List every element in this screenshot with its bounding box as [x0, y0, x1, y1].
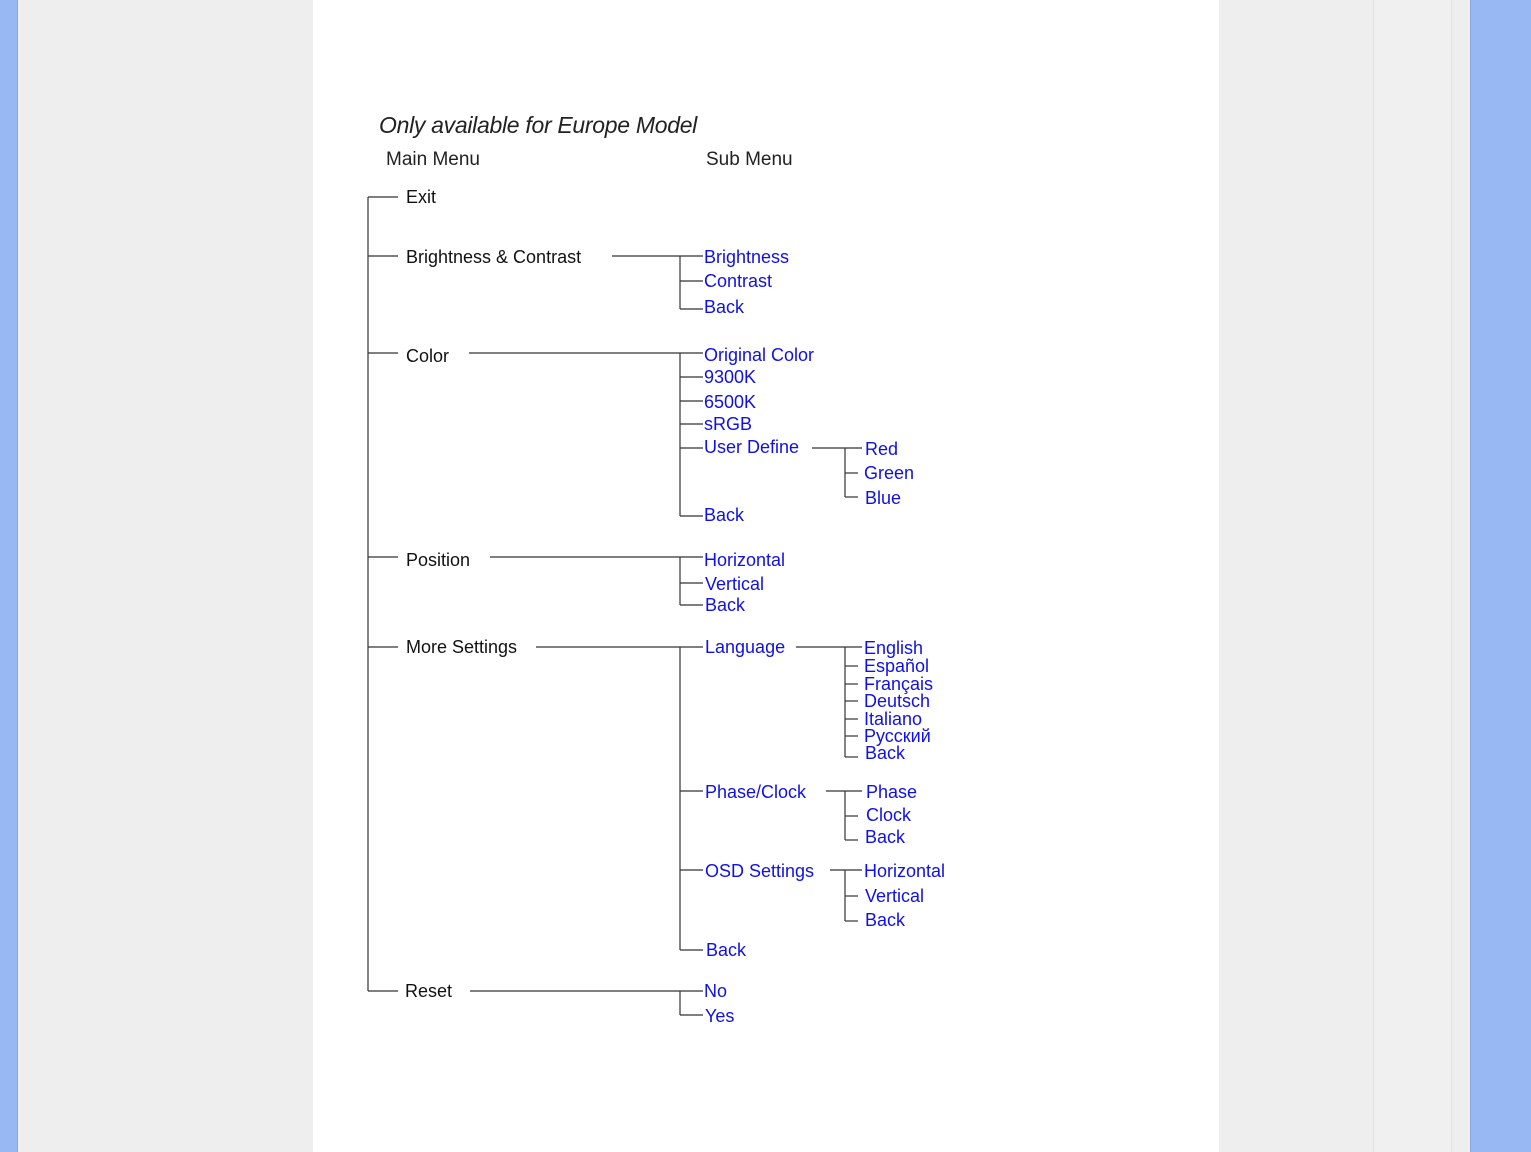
lang-item-english: English — [864, 638, 924, 658]
lang-item-italiano: Italiano — [864, 709, 923, 729]
main-item-reset: Reset — [405, 981, 453, 1001]
sub-item-vertical: Vertical — [705, 574, 765, 594]
sub-item-back: Back — [706, 940, 747, 960]
lang-item-russian: Русский — [864, 726, 931, 746]
lang-item-francais: Français — [864, 674, 934, 694]
sub-item-9300k: 9300K — [704, 367, 757, 387]
osd-item-horizontal: Horizontal — [864, 861, 946, 881]
subsub-item-blue: Blue — [865, 488, 902, 508]
osd-item-vertical: Vertical — [865, 886, 925, 906]
phase-item-clock: Clock — [866, 805, 912, 825]
sub-item-brightness: Brightness — [704, 247, 790, 267]
phase-item-phase: Phase — [866, 782, 918, 802]
main-menu-header: Main Menu — [386, 149, 480, 170]
sub-item-phase-clock: Phase/Clock — [705, 782, 807, 802]
sub-menu-header: Sub Menu — [706, 149, 793, 170]
main-item-exit: Exit — [406, 187, 437, 207]
right-side-panel — [1373, 0, 1452, 1152]
document-page — [313, 0, 1219, 1152]
subsub-item-red: Red — [865, 439, 899, 459]
main-item-more-settings: More Settings — [406, 637, 518, 657]
lang-item-espanol: Español — [864, 656, 930, 676]
sub-item-back: Back — [704, 505, 745, 525]
phase-item-back: Back — [865, 827, 906, 847]
subsub-item-green: Green — [864, 463, 915, 483]
sub-item-language: Language — [705, 637, 786, 657]
sub-item-horizontal: Horizontal — [704, 550, 786, 570]
main-item-position: Position — [406, 550, 471, 570]
left-window-edge — [0, 0, 18, 1152]
sub-item-back: Back — [705, 595, 746, 615]
lang-item-deutsch: Deutsch — [864, 691, 931, 711]
right-window-edge — [1470, 0, 1531, 1152]
sub-item-osd-settings: OSD Settings — [705, 861, 815, 881]
sub-item-contrast: Contrast — [704, 271, 773, 291]
lang-item-back: Back — [865, 743, 906, 763]
main-item-color: Color — [406, 346, 450, 366]
sub-item-srgb: sRGB — [704, 414, 753, 434]
sub-item-no: No — [704, 981, 728, 1001]
sub-item-original-color: Original Color — [704, 345, 815, 365]
sub-item-6500k: 6500K — [704, 392, 757, 412]
sub-item-user-define: User Define — [704, 437, 800, 457]
sub-item-yes: Yes — [705, 1006, 735, 1026]
osd-item-back: Back — [865, 910, 906, 930]
sub-item-back: Back — [704, 297, 745, 317]
main-item-brightness-contrast: Brightness & Contrast — [406, 247, 582, 267]
europe-model-caption: Only available for Europe Model — [379, 112, 697, 138]
